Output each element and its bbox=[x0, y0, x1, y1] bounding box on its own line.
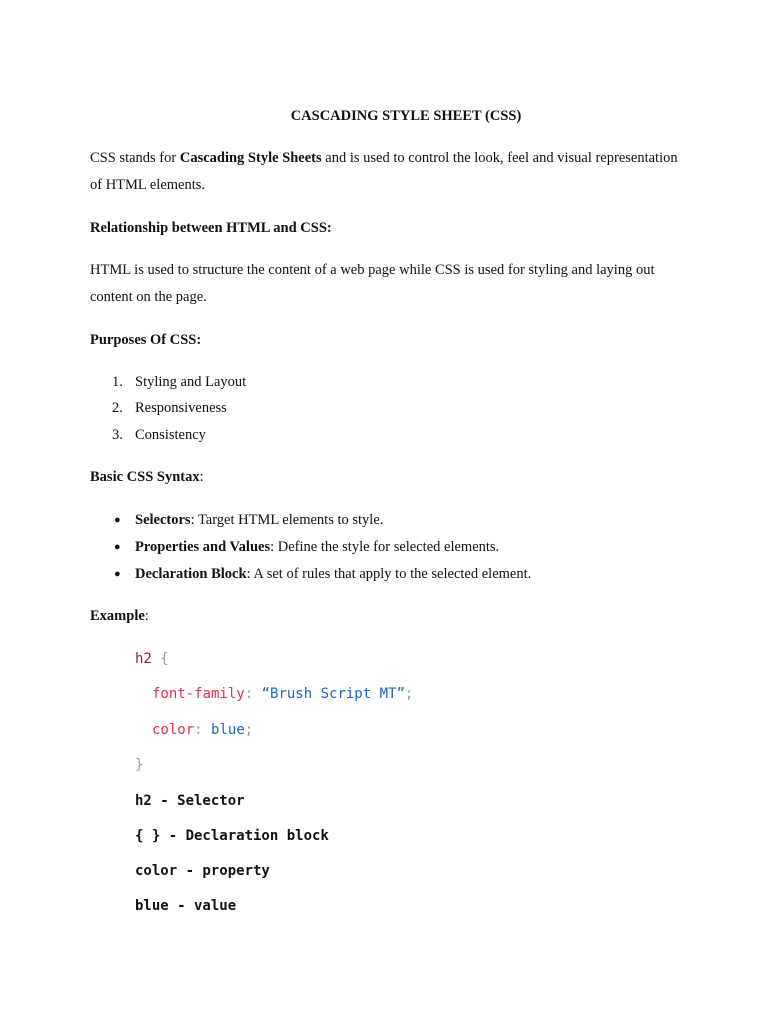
note-selector: h2 - Selector bbox=[135, 793, 245, 809]
code-line-color bbox=[152, 722, 253, 738]
code-property-color: color bbox=[152, 722, 195, 738]
code-property-font-family: font-family bbox=[152, 686, 245, 702]
syntax-term-properties: Properties and Values bbox=[135, 539, 271, 555]
code-colon: : bbox=[194, 722, 203, 738]
syntax-item-1 bbox=[135, 512, 383, 529]
syntax-heading-colon: : bbox=[199, 469, 204, 485]
syntax-item-3 bbox=[135, 566, 531, 583]
code-selector: h2 bbox=[135, 651, 152, 667]
code-value-blue: blue bbox=[211, 722, 245, 738]
note-declaration-block: { } - Declaration block bbox=[135, 828, 329, 844]
bullet-icon: ● bbox=[114, 514, 121, 526]
code-line-selector bbox=[135, 651, 169, 667]
purpose-item-2: Responsiveness bbox=[135, 400, 227, 416]
code-line-font-family bbox=[152, 686, 413, 702]
intro-bold-term: Cascading Style Sheets bbox=[179, 150, 322, 166]
example-heading-colon: : bbox=[144, 608, 149, 624]
code-value-font: “Brush Script MT” bbox=[261, 686, 405, 702]
code-open-brace: { bbox=[160, 651, 169, 667]
purpose-number-1: 1. bbox=[112, 374, 123, 390]
syntax-desc-declaration: : A set of rules that apply to the selected element. bbox=[246, 566, 532, 582]
purposes-heading: Purposes Of CSS: bbox=[90, 332, 202, 348]
code-colon: : bbox=[244, 686, 254, 702]
syntax-term-declaration: Declaration Block bbox=[135, 566, 247, 582]
purpose-number-3: 3. bbox=[112, 427, 123, 443]
purpose-item-3: Consistency bbox=[135, 427, 206, 443]
bullet-icon: ● bbox=[114, 541, 121, 553]
syntax-term-selectors: Selectors bbox=[135, 512, 191, 528]
relationship-heading: Relationship between HTML and CSS: bbox=[90, 220, 332, 236]
code-semicolon: ; bbox=[404, 686, 414, 702]
intro-paragraph bbox=[90, 145, 690, 199]
intro-suffix: and is used to control the look, feel and visual representation of HTML elements. bbox=[90, 150, 678, 193]
syntax-desc-selectors: : Target HTML elements to style. bbox=[190, 512, 384, 528]
syntax-heading-line bbox=[90, 469, 204, 486]
relationship-paragraph: HTML is used to structure the content of a web page while CSS is used for styling and laying out content on the page. bbox=[90, 262, 655, 305]
intro-prefix: CSS stands for bbox=[90, 150, 180, 166]
note-property: color - property bbox=[135, 863, 270, 879]
note-value: blue - value bbox=[135, 898, 237, 914]
purpose-number-2: 2. bbox=[112, 400, 123, 416]
document-title: CASCADING STYLE SHEET (CSS) bbox=[290, 108, 522, 124]
example-heading-line bbox=[90, 608, 149, 625]
example-heading: Example bbox=[90, 608, 145, 624]
code-close-brace: } bbox=[135, 757, 144, 773]
syntax-item-2 bbox=[135, 539, 499, 556]
syntax-heading: Basic CSS Syntax bbox=[90, 469, 200, 485]
code-semicolon: ; bbox=[244, 722, 254, 738]
purpose-item-1: Styling and Layout bbox=[135, 374, 247, 390]
syntax-desc-properties: : Define the style for selected elements. bbox=[270, 539, 500, 555]
bullet-icon: ● bbox=[114, 568, 121, 580]
